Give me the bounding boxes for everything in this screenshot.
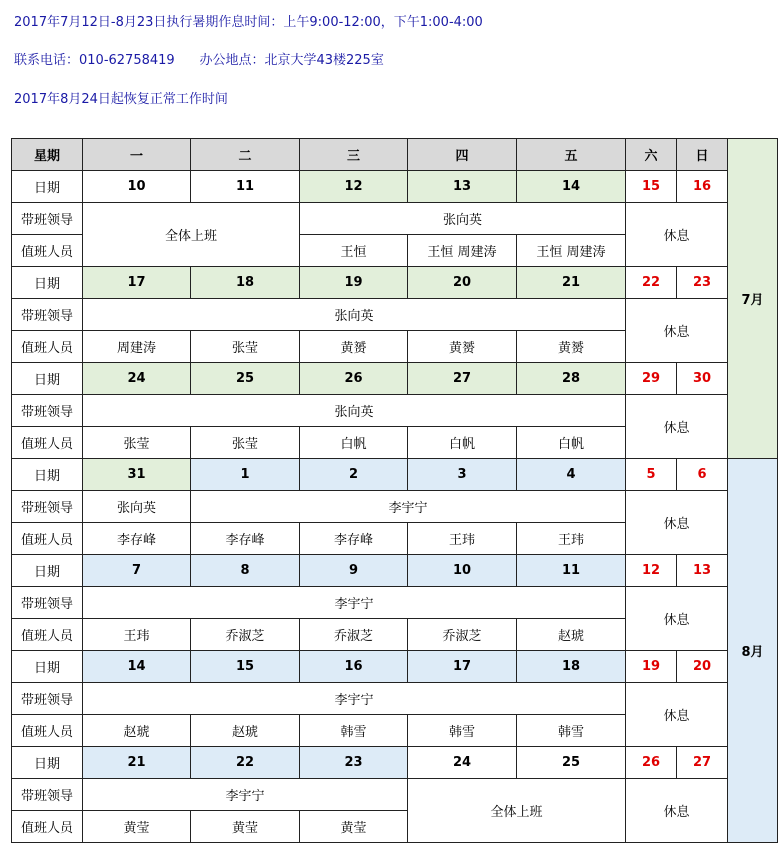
weekend-date-cell: 19 <box>626 651 677 683</box>
leader-cell: 张向英 <box>83 491 191 523</box>
staff-cell: 赵琥 <box>83 715 191 747</box>
date-label: 日期 <box>12 363 83 395</box>
date-label: 日期 <box>12 747 83 779</box>
date-cell: 11 <box>191 171 300 203</box>
staff-cell: 王恒 周建涛 <box>408 235 517 267</box>
weekend-rest-cell: 休息 <box>626 683 728 747</box>
staff-cell: 黄莹 <box>83 811 191 843</box>
staff-cell: 黄莹 <box>300 811 408 843</box>
staff-cell: 黄赟 <box>517 331 626 363</box>
weekend-date-cell: 20 <box>677 651 728 683</box>
date-label: 日期 <box>12 555 83 587</box>
staff-cell: 黄莹 <box>191 811 300 843</box>
date-cell: 13 <box>408 171 517 203</box>
leader-row <box>12 779 778 811</box>
date-cell: 14 <box>83 651 191 683</box>
leader-label: 带班领导 <box>12 299 83 331</box>
staff-cell: 赵琥 <box>191 715 300 747</box>
weekday-header-label: 星期 <box>12 139 83 171</box>
leader-cell: 张向英 <box>83 299 626 331</box>
weekend-date-cell: 30 <box>677 363 728 395</box>
date-row <box>12 555 778 587</box>
date-cell: 17 <box>83 267 191 299</box>
weekend-date-cell: 22 <box>626 267 677 299</box>
weekday-tue: 二 <box>191 139 300 171</box>
date-cell: 24 <box>83 363 191 395</box>
date-cell: 22 <box>191 747 300 779</box>
leader-label: 带班领导 <box>12 683 83 715</box>
leader-row <box>12 683 778 715</box>
date-cell: 11 <box>517 555 626 587</box>
staff-cell: 周建涛 <box>83 331 191 363</box>
date-row <box>12 363 778 395</box>
weekend-date-cell: 23 <box>677 267 728 299</box>
staff-label: 值班人员 <box>12 523 83 555</box>
date-label: 日期 <box>12 267 83 299</box>
weekday-thu: 四 <box>408 139 517 171</box>
contact-info: 联系电话：010-62758419 办公地点：北京大学43楼225室 <box>14 53 384 68</box>
leader-row <box>12 395 778 427</box>
date-cell: 18 <box>517 651 626 683</box>
leader-label: 带班领导 <box>12 587 83 619</box>
date-cell: 12 <box>300 171 408 203</box>
staff-cell: 乔淑芝 <box>191 619 300 651</box>
summer-hours-notice: 2017年7月12日-8月23日执行暑期作息时间：上午9:00-12:00，下午1:00-4:00 <box>14 15 483 30</box>
weekend-date-cell: 6 <box>677 459 728 491</box>
staff-cell: 黄赟 <box>300 331 408 363</box>
staff-label: 值班人员 <box>12 715 83 747</box>
date-cell: 24 <box>408 747 517 779</box>
date-cell: 31 <box>83 459 191 491</box>
weekend-date-cell: 15 <box>626 171 677 203</box>
weekend-date-cell: 12 <box>626 555 677 587</box>
staff-cell: 黄赟 <box>408 331 517 363</box>
staff-label: 值班人员 <box>12 619 83 651</box>
date-cell: 20 <box>408 267 517 299</box>
date-cell: 28 <box>517 363 626 395</box>
staff-cell: 白帆 <box>300 427 408 459</box>
staff-cell: 王玮 <box>83 619 191 651</box>
weekday-fri: 五 <box>517 139 626 171</box>
weekend-date-cell: 13 <box>677 555 728 587</box>
date-row <box>12 459 778 491</box>
date-label: 日期 <box>12 651 83 683</box>
date-cell: 3 <box>408 459 517 491</box>
date-cell: 27 <box>408 363 517 395</box>
staff-cell: 王恒 周建涛 <box>517 235 626 267</box>
all-work-cell: 全体上班 <box>408 779 626 843</box>
date-cell: 7 <box>83 555 191 587</box>
weekday-sun: 日 <box>677 139 728 171</box>
staff-cell: 张莹 <box>83 427 191 459</box>
staff-label: 值班人员 <box>12 427 83 459</box>
date-cell: 16 <box>300 651 408 683</box>
leader-row <box>12 203 778 235</box>
date-row <box>12 171 778 203</box>
date-cell: 1 <box>191 459 300 491</box>
staff-cell: 李存峰 <box>191 523 300 555</box>
staff-cell: 乔淑芝 <box>408 619 517 651</box>
date-cell: 19 <box>300 267 408 299</box>
staff-cell: 白帆 <box>408 427 517 459</box>
weekend-rest-cell: 休息 <box>626 491 728 555</box>
staff-cell: 李存峰 <box>83 523 191 555</box>
date-cell: 10 <box>83 171 191 203</box>
staff-cell: 韩雪 <box>517 715 626 747</box>
duty-schedule-table <box>11 138 778 843</box>
date-cell: 17 <box>408 651 517 683</box>
resume-normal-notice: 2017年8月24日起恢复正常工作时间 <box>14 92 228 107</box>
staff-cell: 王玮 <box>517 523 626 555</box>
date-label: 日期 <box>12 171 83 203</box>
date-cell: 14 <box>517 171 626 203</box>
date-cell: 8 <box>191 555 300 587</box>
weekend-rest-cell: 休息 <box>626 779 728 843</box>
date-row <box>12 651 778 683</box>
weekday-sat: 六 <box>626 139 677 171</box>
leader-cell: 张向英 <box>83 395 626 427</box>
staff-cell: 张莹 <box>191 331 300 363</box>
leader-cell: 李宇宁 <box>83 683 626 715</box>
date-cell: 2 <box>300 459 408 491</box>
leader-cell: 李宇宁 <box>191 491 626 523</box>
weekend-date-cell: 16 <box>677 171 728 203</box>
leader-cell: 李宇宁 <box>83 779 408 811</box>
staff-cell: 王恒 <box>300 235 408 267</box>
weekend-rest-cell: 休息 <box>626 395 728 459</box>
staff-label: 值班人员 <box>12 331 83 363</box>
weekend-rest-cell: 休息 <box>626 587 728 651</box>
leader-row <box>12 491 778 523</box>
weekend-rest-cell: 休息 <box>626 203 728 267</box>
date-cell: 18 <box>191 267 300 299</box>
staff-cell: 乔淑芝 <box>300 619 408 651</box>
date-cell: 10 <box>408 555 517 587</box>
all-work-cell: 全体上班 <box>83 203 300 267</box>
month-label-july: 7月 <box>728 139 778 459</box>
date-cell: 25 <box>517 747 626 779</box>
staff-cell: 王玮 <box>408 523 517 555</box>
date-label: 日期 <box>12 459 83 491</box>
leader-label: 带班领导 <box>12 491 83 523</box>
leader-cell: 李宇宁 <box>83 587 626 619</box>
date-cell: 25 <box>191 363 300 395</box>
weekday-wed: 三 <box>300 139 408 171</box>
date-cell: 23 <box>300 747 408 779</box>
weekend-date-cell: 29 <box>626 363 677 395</box>
date-cell: 15 <box>191 651 300 683</box>
leader-label: 带班领导 <box>12 395 83 427</box>
staff-cell: 张莹 <box>191 427 300 459</box>
staff-cell: 白帆 <box>517 427 626 459</box>
leader-row <box>12 299 778 331</box>
leader-cell: 张向英 <box>300 203 626 235</box>
leader-label: 带班领导 <box>12 779 83 811</box>
weekday-header-row <box>12 139 778 171</box>
weekend-date-cell: 5 <box>626 459 677 491</box>
weekend-date-cell: 27 <box>677 747 728 779</box>
date-cell: 9 <box>300 555 408 587</box>
leader-label: 带班领导 <box>12 203 83 235</box>
weekday-mon: 一 <box>83 139 191 171</box>
date-row <box>12 747 778 779</box>
date-cell: 21 <box>83 747 191 779</box>
month-label-august: 8月 <box>728 459 778 843</box>
date-row <box>12 267 778 299</box>
date-cell: 26 <box>300 363 408 395</box>
weekend-rest-cell: 休息 <box>626 299 728 363</box>
staff-cell: 赵琥 <box>517 619 626 651</box>
staff-cell: 韩雪 <box>300 715 408 747</box>
staff-cell: 韩雪 <box>408 715 517 747</box>
staff-label: 值班人员 <box>12 811 83 843</box>
date-cell: 21 <box>517 267 626 299</box>
leader-row <box>12 587 778 619</box>
weekend-date-cell: 26 <box>626 747 677 779</box>
staff-cell: 李存峰 <box>300 523 408 555</box>
date-cell: 4 <box>517 459 626 491</box>
staff-label: 值班人员 <box>12 235 83 267</box>
